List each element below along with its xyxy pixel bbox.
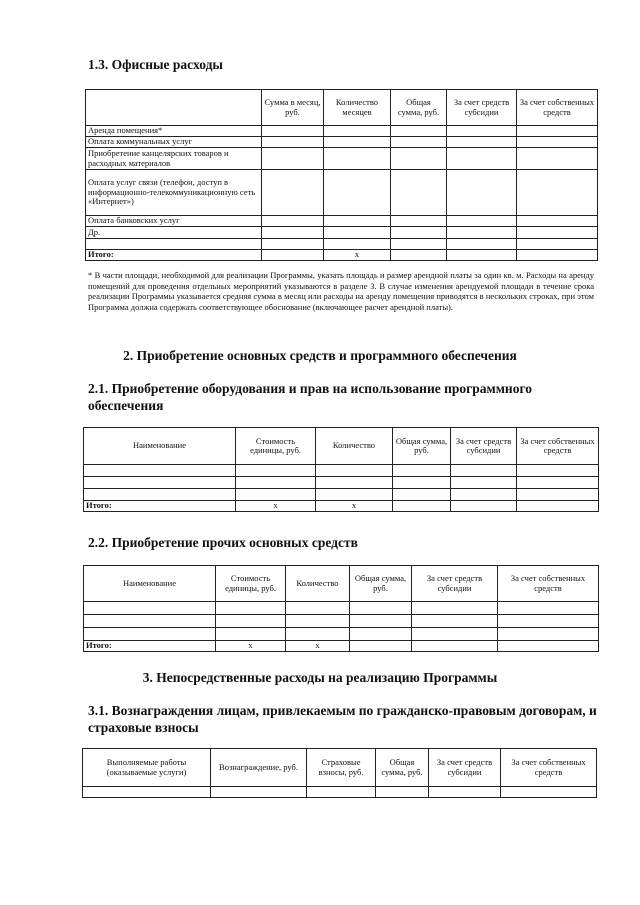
other-assets-table <box>83 565 599 652</box>
row-label: Оплата услуг связи (телефон, доступ в информационно-телекоммуникационную сеть «Интернет») <box>86 170 262 216</box>
contractor-fees-table <box>82 748 597 798</box>
header-cell: За счет средств субсидии <box>447 90 517 126</box>
row-label: Оплата банковских услуг <box>86 216 262 227</box>
header-cell <box>86 90 262 126</box>
header-cell: За счет средств субсидии <box>451 428 517 465</box>
section-3-1-title: 3.1. Вознаграждения лицам, привлекаемым по гражданско-правовым договорам, и страховые взносы <box>88 703 597 735</box>
header-cell: Общая сумма, руб. <box>350 566 412 602</box>
row-label <box>86 239 262 250</box>
header-cell: За счет средств субсидии <box>429 749 501 787</box>
header-cell: Стоимость единицы, руб. <box>216 566 286 602</box>
equipment-table <box>83 427 599 512</box>
total-mark: x <box>324 250 391 261</box>
row-label: Др. <box>86 227 262 239</box>
header-cell: Общая сумма, руб. <box>391 90 447 126</box>
header-cell: Стоимость единицы, руб. <box>236 428 316 465</box>
total-label: Итого: <box>84 641 216 652</box>
total-label: Итого: <box>86 250 262 261</box>
row-label: Приобретение канцелярских товаров и расходных материалов <box>86 148 262 170</box>
section-2-1-title: 2.1. Приобретение оборудования и прав на использование программного обеспечения <box>88 381 532 413</box>
header-cell: Количество <box>316 428 393 465</box>
header-cell: За счет собственных средств <box>517 428 599 465</box>
header-cell: Наименование <box>84 428 236 465</box>
total-mark: x <box>236 501 316 512</box>
row-label: Аренда помещения* <box>86 126 262 137</box>
header-cell: За счет средств субсидии <box>412 566 498 602</box>
total-mark: x <box>216 641 286 652</box>
section-1-3-title: 1.3. Офисные расходы <box>88 57 223 72</box>
footnote: * В части площади, необходимой для реализации Программы, указать площадь и размер арендной платы за один кв. м. Расходы на аренду помещений для проведения отдельных мероприятий указываются в разделе 3. В случае изменения арендуемой площади в течение срока реализации Программы указывается средняя сумма в месяц или расходы на аренду помещения приводятся в нескольких строках, при этом Программа должна содержать соответствующее обоснование (включающее расчет арендной платы). <box>88 270 594 312</box>
office-expenses-table <box>85 89 598 261</box>
header-cell: За счет собственных средств <box>498 566 599 602</box>
section-2-title: 2. Приобретение основных средств и программного обеспечения <box>123 348 517 363</box>
header-cell: Общая сумма, руб. <box>393 428 451 465</box>
header-cell: Количество <box>286 566 350 602</box>
header-cell: Общая сумма, руб. <box>376 749 429 787</box>
header-cell: Сумма в месяц, руб. <box>262 90 324 126</box>
header-cell: Вознаграждение, руб. <box>211 749 307 787</box>
section-3-title: 3. Непосредственные расходы на реализацию Программы <box>142 670 498 685</box>
section-2-2-title: 2.2. Приобретение прочих основных средств <box>88 535 358 550</box>
header-cell: За счет собственных средств <box>501 749 597 787</box>
row-label: Оплата коммунальных услуг <box>86 137 262 148</box>
header-cell: Количество месяцев <box>324 90 391 126</box>
total-label: Итого: <box>84 501 236 512</box>
total-mark: x <box>286 641 350 652</box>
header-cell: Страховые взносы, руб. <box>307 749 376 787</box>
header-cell: За счет собственных средств <box>517 90 598 126</box>
total-mark: x <box>316 501 393 512</box>
header-cell: Наименование <box>84 566 216 602</box>
header-cell: Выполняемые работы (оказываемые услуги) <box>83 749 211 787</box>
